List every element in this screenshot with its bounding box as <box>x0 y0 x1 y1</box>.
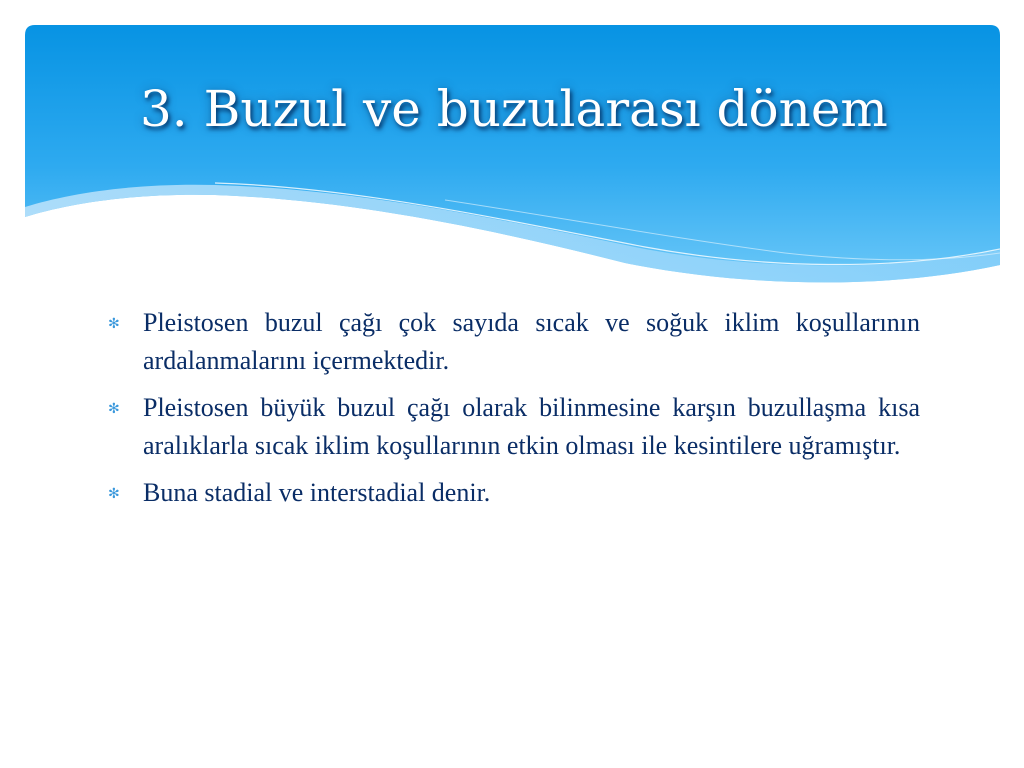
asterisk-bullet-icon: ✻ <box>108 401 120 417</box>
bullet-text: Buna stadial ve interstadial denir. <box>143 478 491 507</box>
bullet-item <box>108 389 920 465</box>
bullet-text: Pleistosen buzul çağı çok sayıda sıcak ve soğuk iklim koşullarının ardalanmalarını içermektedir. <box>143 308 920 375</box>
slide-title: 3. Buzul ve buzularası dönem <box>140 80 888 138</box>
bullet-item <box>108 304 920 380</box>
header-background <box>25 25 1000 282</box>
asterisk-bullet-icon: ✻ <box>108 486 120 502</box>
bullet-list <box>108 304 920 521</box>
bullet-item <box>108 474 920 512</box>
asterisk-bullet-icon: ✻ <box>108 316 120 332</box>
header-banner <box>25 25 1000 285</box>
bullet-text: Pleistosen büyük buzul çağı olarak bilinmesine karşın buzullaşma kısa aralıklarla sıcak iklim koşullarının etkin olması ile kesintilere uğramıştır. <box>143 393 920 460</box>
